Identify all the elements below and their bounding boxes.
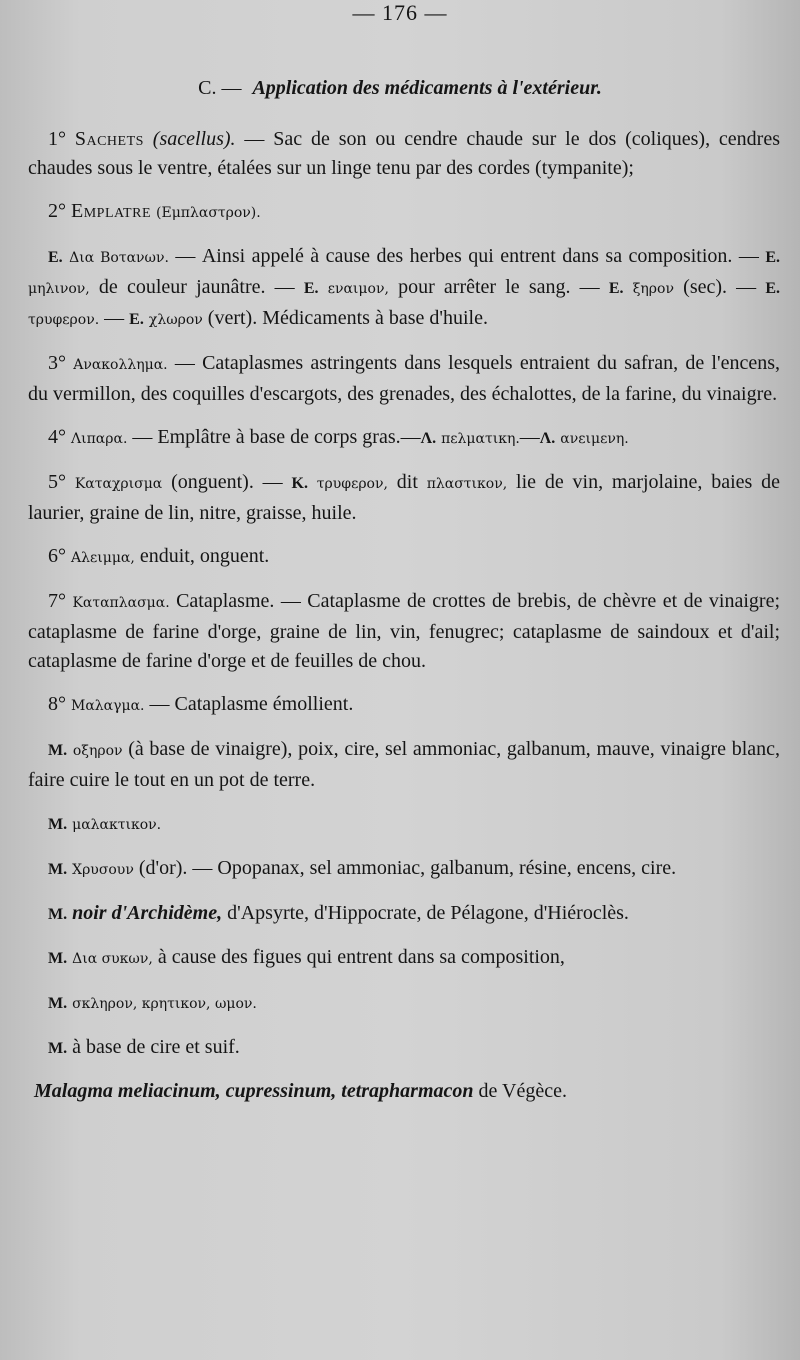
- greek-term: Μαλαγμα.: [71, 698, 145, 714]
- paragraph-text: d'Apsyrte, d'Hippocrate, de Pélagone, d'Hiéroclès.: [222, 902, 629, 924]
- item-number: 6°: [48, 545, 66, 567]
- item-number: 3°: [48, 352, 66, 374]
- paragraph-text: à base de cire et suif.: [67, 1036, 240, 1058]
- paragraph-emplatre-types: [28, 242, 780, 335]
- greek-term: πλαστικον,: [426, 476, 508, 492]
- greek-term: ξηρον: [632, 281, 674, 297]
- paragraph-text: à cause des figues qui entrent dans sa composition,: [152, 946, 565, 968]
- greek-term: Δια συκων,: [72, 951, 153, 967]
- paragraph-text: pour arrêter le sang. —: [388, 276, 600, 298]
- abbreviation: M.: [48, 742, 68, 759]
- greek-term: οξηρον: [72, 743, 123, 759]
- paragraph-malagma-malaktikon: [28, 809, 780, 840]
- abbreviation: Λ.: [539, 430, 556, 447]
- section-letter: C. —: [198, 77, 242, 99]
- abbreviation: M.: [48, 906, 68, 923]
- paragraph-vegece: [28, 1077, 780, 1106]
- paragraph-text: (onguent). —: [162, 471, 283, 493]
- page-body: [28, 125, 780, 1120]
- abbreviation: M.: [48, 816, 68, 833]
- paragraph-text: — Emplâtre à base de corps gras.—: [127, 426, 421, 448]
- paragraph-text: — Sac de son ou cendre chaude sur le dos (coliques), cendres chaudes sous le ventre, étalées sur un linge tenu par des cordes (tympanite);: [28, 128, 780, 179]
- abbreviation: M.: [48, 995, 68, 1012]
- paragraph-aleimma: [28, 542, 780, 573]
- abbreviation: M.: [48, 950, 68, 967]
- item-number: 5°: [48, 471, 66, 493]
- paragraph-malagma-skleron: [28, 988, 780, 1019]
- greek-term: χλωρον: [148, 312, 203, 328]
- italic-term: Malagma meliacinum, cupressinum, tetrapharmacon: [34, 1080, 474, 1102]
- abbreviation: K.: [291, 475, 308, 492]
- paragraph-text: (d'or). — Opopanax, sel ammoniac, galbanum, résine, encens, cire.: [133, 857, 677, 879]
- greek-term: Ανακολλημα.: [73, 357, 168, 373]
- paragraph-malagma-chrysoun: [28, 854, 780, 885]
- paragraph-anakollema: [28, 349, 780, 409]
- greek-term: ανειμενη.: [560, 431, 629, 447]
- greek-term: Δια Βοτανων.: [69, 250, 169, 266]
- paragraph-text: enduit, onguent.: [134, 545, 270, 567]
- greek-term: εναιμον,: [327, 281, 389, 297]
- abbreviation: E.: [303, 280, 319, 297]
- paragraph-text: de Végèce.: [473, 1080, 567, 1102]
- item-number: 1°: [48, 128, 66, 150]
- paragraph-text: dit: [387, 471, 427, 493]
- greek-term: Καταχρισμα: [74, 476, 163, 492]
- paragraph-text: — Cataplasmes astringents dans lesquels entraient du safran, de l'encens, du vermillon, des coquilles d'escargots, des grenades, des échalottes, de la farine, du vinaigre.: [28, 352, 780, 405]
- paragraph-malagma-oxeron: [28, 735, 780, 795]
- item-number: 2°: [48, 200, 66, 222]
- paragraph-malagma: [28, 690, 780, 721]
- paragraph-katachrisma: [28, 468, 780, 528]
- paragraph-lipara: [28, 423, 780, 454]
- item-number: 4°: [48, 426, 66, 448]
- paragraph-text: —: [519, 426, 540, 448]
- greek-term: πελματικη.: [441, 431, 520, 447]
- abbreviation: M.: [48, 1040, 68, 1057]
- paragraph-text: (vert). Médicaments à base d'huile.: [202, 307, 488, 329]
- paragraph-text: (sec). —: [673, 276, 757, 298]
- paragraph-text: lie de vin, marjolaine, baies de laurier, graine de lin, nitre, graisse, huile.: [28, 471, 781, 524]
- abbreviation: E.: [765, 249, 781, 266]
- abbreviation: E.: [129, 311, 144, 328]
- greek-term: μαλακτικον.: [72, 817, 162, 833]
- section-title: Application des médicaments à l'extérieur.: [252, 77, 602, 99]
- greek-term: Χρυσουν: [72, 862, 134, 878]
- paragraph-malagma-sykon: [28, 943, 780, 974]
- abbreviation: E.: [765, 280, 781, 297]
- item-number: 8°: [48, 693, 66, 715]
- page-number: — 176 —: [352, 0, 448, 25]
- paragraph-malagma-noir: [28, 899, 780, 929]
- paragraph-sachets: [28, 125, 780, 183]
- paragraph-malagma-cire: [28, 1033, 780, 1063]
- paragraph-text: —: [99, 307, 125, 329]
- abbreviation: M.: [48, 861, 68, 878]
- item-name: Sachets: [74, 128, 144, 150]
- greek-term: τρυφερον,: [316, 476, 388, 492]
- paragraph-kataplasma: [28, 587, 780, 676]
- section-heading: [0, 75, 800, 101]
- paragraph-text: Cataplasme. — Cataplasme de crottes de brebis, de chèvre et de vinaigre; cataplasme de farine d'orge, graine de lin, vin, fenugrec; cataplasme de saindoux et d'ail; cataplasme de farine d'orge et de feuilles de chou.: [28, 590, 780, 672]
- item-number: 7°: [48, 590, 66, 612]
- paragraph-text: de couleur jaunâtre. —: [89, 276, 295, 298]
- greek-term: Καταπλασμα.: [72, 595, 170, 611]
- paragraph-emplatre: [28, 197, 780, 228]
- paragraph-text: — Cataplasme émollient.: [144, 693, 354, 715]
- abbreviation: E.: [48, 249, 63, 266]
- italic-term: noir d'Archidème,: [72, 902, 223, 924]
- latin-term: (sacellus).: [152, 128, 236, 150]
- abbreviation: Λ.: [420, 430, 437, 447]
- greek-term: Λιπαρα.: [71, 431, 128, 447]
- item-name: Emplatre: [71, 200, 152, 222]
- greek-term: τρυφερον.: [28, 312, 100, 328]
- greek-term: (Εμπλαστρον).: [156, 205, 261, 221]
- paragraph-text: (à base de vinaigre), poix, cire, sel ammoniac, galbanum, mauve, vinaigre blanc, faire cuire le tout en un pot de terre.: [28, 738, 781, 791]
- greek-term: Αλειμμα,: [71, 550, 135, 566]
- greek-term: σκληρον, κρητικον, ωμον.: [72, 996, 257, 1012]
- greek-term: μηλινον,: [28, 281, 90, 297]
- abbreviation: E.: [608, 280, 624, 297]
- paragraph-text: — Ainsi appelé à cause des herbes qui entrent dans sa composition. —: [168, 245, 759, 267]
